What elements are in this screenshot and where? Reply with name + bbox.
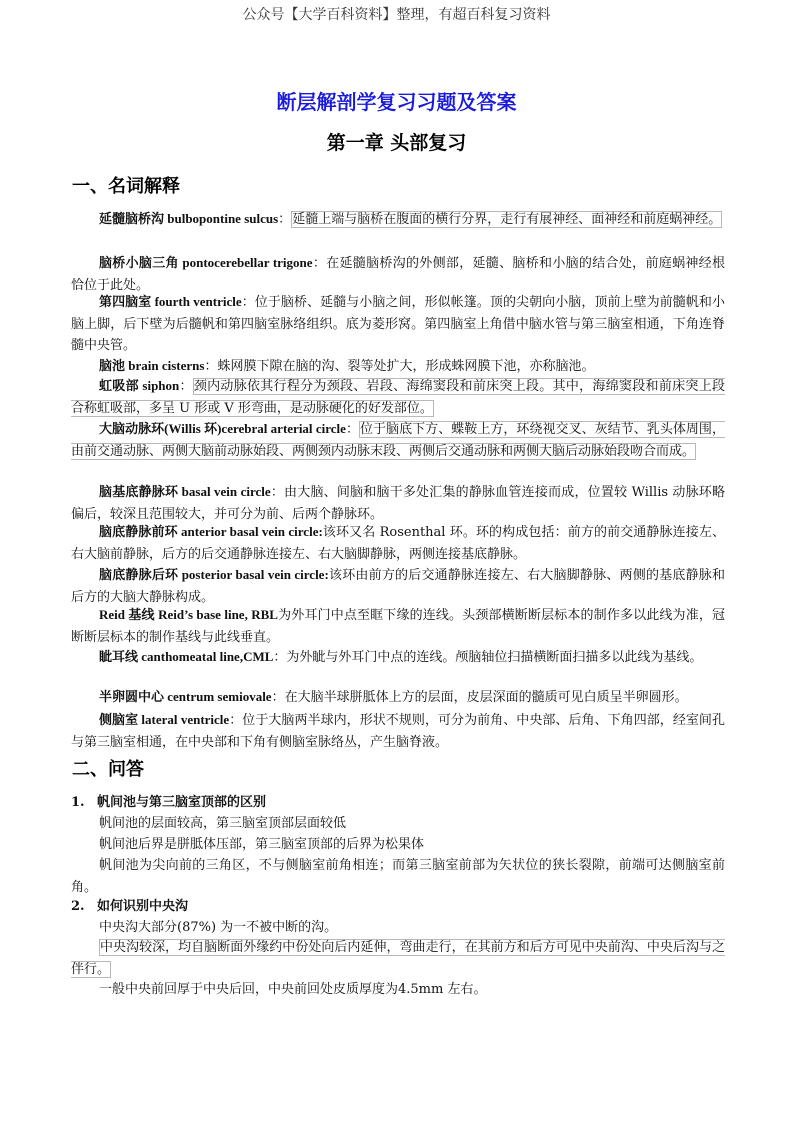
document-title: 断层解剖学复习习题及答案 xyxy=(276,90,517,114)
definition-text: 为外眦与外耳门中点的连线。颅脑轴位扫描横断面扫描多以此线为基线。 xyxy=(286,650,703,665)
definition-text: 颈内动脉依其行程分为颈段、岩段、海绵窦段和前床突上段。其中，海绵窦段和前床突上段合称虹吸部，多呈 U 形或 V 形弯曲，是动脉硬化的好发部位。 xyxy=(71,379,725,416)
definition-item: 虹吸部 siphon：颈内动脉依其行程分为颈段、岩段、海绵窦段和前床突上段。其中，海绵窦段和前床突上段合称虹吸部，多呈 U 形或 V 形弯曲，是动脉硬化的好发部位。 xyxy=(71,378,725,416)
definition-item: 脑桥小脑三角 pontocerebellar trigone：在延髓脑桥沟的外侧部，延髓、脑桥和小脑的结合处，前庭蜗神经根恰位于此处。 xyxy=(71,255,725,293)
answer-line: 帆间池为尖向前的三角区，不与侧脑室前角相连；而第三脑室前部为矢状位的狭长裂隙，前端可达侧脑室前角。 xyxy=(71,858,725,895)
question-title: 如何识别中央沟 xyxy=(97,899,189,914)
definition-item: 眦耳线 canthomeatal line,CML：为外眦与外耳门中点的连线。颅脑轴位扫描横断面扫描多以此线为基线。 xyxy=(99,649,703,665)
definition-item: 半卵圆中心 centrum semiovale：在大脑半球胼胝体上方的层面，皮层深面的髓质可见白质呈半卵圆形。 xyxy=(99,689,688,705)
question-number: 2. xyxy=(71,899,85,914)
answer-line: 帆间池的层面较高，第三脑室顶部层面较低 xyxy=(99,816,347,831)
question-number: 1. xyxy=(71,795,85,810)
answer-text: 中央沟较深，均自脑断面外缘约中份处向后内延伸，弯曲走行，在其前方和后方可见中央前沟、中央后沟与之伴行。 xyxy=(71,940,725,977)
definition-text: 该环由前方的后交通静脉连接左、右大脑脚静脉、两侧的基底静脉和后方的大脑大静脉构成。 xyxy=(71,568,725,605)
definition-term: 脑池 brain cisterns xyxy=(99,358,205,373)
definition-item: 脑基底静脉环 basal vein circle：由大脑、间脑和脑干多处汇集的静脉血管连接而成，位置较 Willis 动脉环略偏后，较深且范围较大，并可分为前、后两个静脉环。 xyxy=(71,484,725,522)
definition-term: 脑底静脉后环 posterior basal vein circle: xyxy=(99,567,329,582)
definition-term: 侧脑室 lateral ventricle xyxy=(99,712,230,727)
definition-text: 由大脑、间脑和脑干多处汇集的静脉血管连接而成，位置较 Willis 动脉环略偏后，较深且范围较大，并可分为前、后两个静脉环。 xyxy=(71,485,725,522)
definition-term: 大脑动脉环(Willis 环)cerebral arterial circle xyxy=(99,421,346,436)
page-header: 公众号【大学百科资料】整理，有超百科复习资料 xyxy=(242,7,551,23)
definition-term: 延髓脑桥沟 bulbopontine sulcus xyxy=(99,211,279,226)
definition-text: 位于大脑两半球内，形状不规则，可分为前角、中央部、后角、下角四部，经室间孔与第三脑室相通，在中央部和下角有侧脑室脉络丛，产生脑脊液。 xyxy=(71,713,725,750)
definition-item xyxy=(71,604,725,648)
definition-term: 脑基底静脉环 basal vein circle xyxy=(99,484,271,499)
definition-term: 虹吸部 siphon xyxy=(99,378,180,393)
definition-text: 位于脑底下方、蝶鞍上方，环绕视交叉、灰结节、乳头体周围，由前交通动脉、两侧大脑前动脉始段、两侧颈内动脉末段、两侧后交通动脉和两侧大脑后动脉始段吻合而成。 xyxy=(71,422,725,459)
section-heading-qa: 二、问答 xyxy=(72,759,144,780)
answer-line: 中央沟大部分(87%) 为一不被中断的沟。 xyxy=(99,920,338,935)
definition-term: 脑桥小脑三角 pontocerebellar trigone xyxy=(99,255,313,270)
definition-text: 在延髓脑桥沟的外侧部，延髓、脑桥和小脑的结合处，前庭蜗神经根恰位于此处。 xyxy=(71,256,725,293)
question-heading xyxy=(71,896,188,917)
definition-text: 在大脑半球胼胝体上方的层面，皮层深面的髓质可见白质呈半卵圆形。 xyxy=(284,690,688,705)
definition-text: 延髓上端与脑桥在腹面的横行分界，走行有展神经、面神经和前庭蜗神经。 xyxy=(292,212,722,227)
definition-term: 第四脑室 fourth ventricle xyxy=(99,294,242,309)
definition-item: 脑池 brain cisterns：蛛网膜下隙在脑的沟、裂等处扩大，形成蛛网膜下池，亦称脑池。 xyxy=(99,358,595,374)
chapter-title: 第一章 头部复习 xyxy=(326,132,467,154)
definition-term: Reid 基线 Reid’s base line, RBL xyxy=(99,607,278,622)
answer-line: 一般中央前回厚于中央后回，中央前回处皮质厚度为4.5mm 左右。 xyxy=(99,982,487,997)
definition-term: 脑底静脉前环 anterior basal vein circle: xyxy=(99,524,323,539)
section-heading-definitions: 一、名词解释 xyxy=(72,176,180,197)
question-title: 帆间池与第三脑室顶部的区别 xyxy=(97,795,267,810)
definition-text: 该环又名 Rosenthal 环。环的构成包括：前方的前交通静脉连接左、右大脑前静脉，后方的后交通静脉连接左、右大脑脚静脉，两侧连接基底静脉。 xyxy=(71,525,725,562)
definition-item: 侧脑室 lateral ventricle：位于大脑两半球内，形状不规则，可分为前角、中央部、后角、下角四部，经室间孔与第三脑室相通，在中央部和下角有侧脑室脉络丛，产生脑脊液。 xyxy=(71,712,725,750)
definition-text: 为外耳门中点至眶下缘的连线。头颈部横断断层标本的制作多以此线为准，冠断断层标本的制作基线与此线垂直。 xyxy=(71,608,725,645)
definition-item: 大脑动脉环(Willis 环)cerebral arterial circle：位于脑底下方、蝶鞍上方，环绕视交叉、灰结节、乳头体周围，由前交通动脉、两侧大脑前动脉始段、两侧颈内动脉末段、两侧后交通动脉和两侧大脑后动脉始段吻合而成。 xyxy=(71,421,725,459)
definition-item: 延髓脑桥沟 bulbopontine sulcus：延髓上端与脑桥在腹面的横行分界，走行有展神经、面神经和前庭蜗神经。 xyxy=(99,211,722,227)
answer-line xyxy=(71,937,725,980)
definition-item xyxy=(71,564,725,608)
definition-term: 半卵圆中心 centrum semiovale xyxy=(99,689,272,704)
definition-text: 蛛网膜下隙在脑的沟、裂等处扩大，形成蛛网膜下池，亦称脑池。 xyxy=(217,359,595,374)
definition-item: 第四脑室 fourth ventricle：位于脑桥、延髓与小脑之间，形似帐篷。顶的尖朝向小脑，顶前上壁为前髓帆和小脑上脚，后下壁为后髓帆和第四脑室脉络组织。底为菱形窝。第四脑室上角借中脑水管与第三脑室相通，下角连脊髓中央管。 xyxy=(71,294,725,353)
question-heading xyxy=(71,792,266,813)
definition-text: 位于脑桥、延髓与小脑之间，形似帐篷。顶的尖朝向小脑，顶前上壁为前髓帆和小脑上脚，后下壁为后髓帆和第四脑室脉络组织。底为菱形窝。第四脑室上角借中脑水管与第三脑室相通，下角连脊髓中央管。 xyxy=(71,295,725,353)
answer-line: 帆间池后界是胼胝体压部，第三脑室顶部的后界为松果体 xyxy=(99,837,425,852)
definition-term: 眦耳线 canthomeatal line,CML xyxy=(99,649,274,664)
definition-item xyxy=(71,521,725,565)
